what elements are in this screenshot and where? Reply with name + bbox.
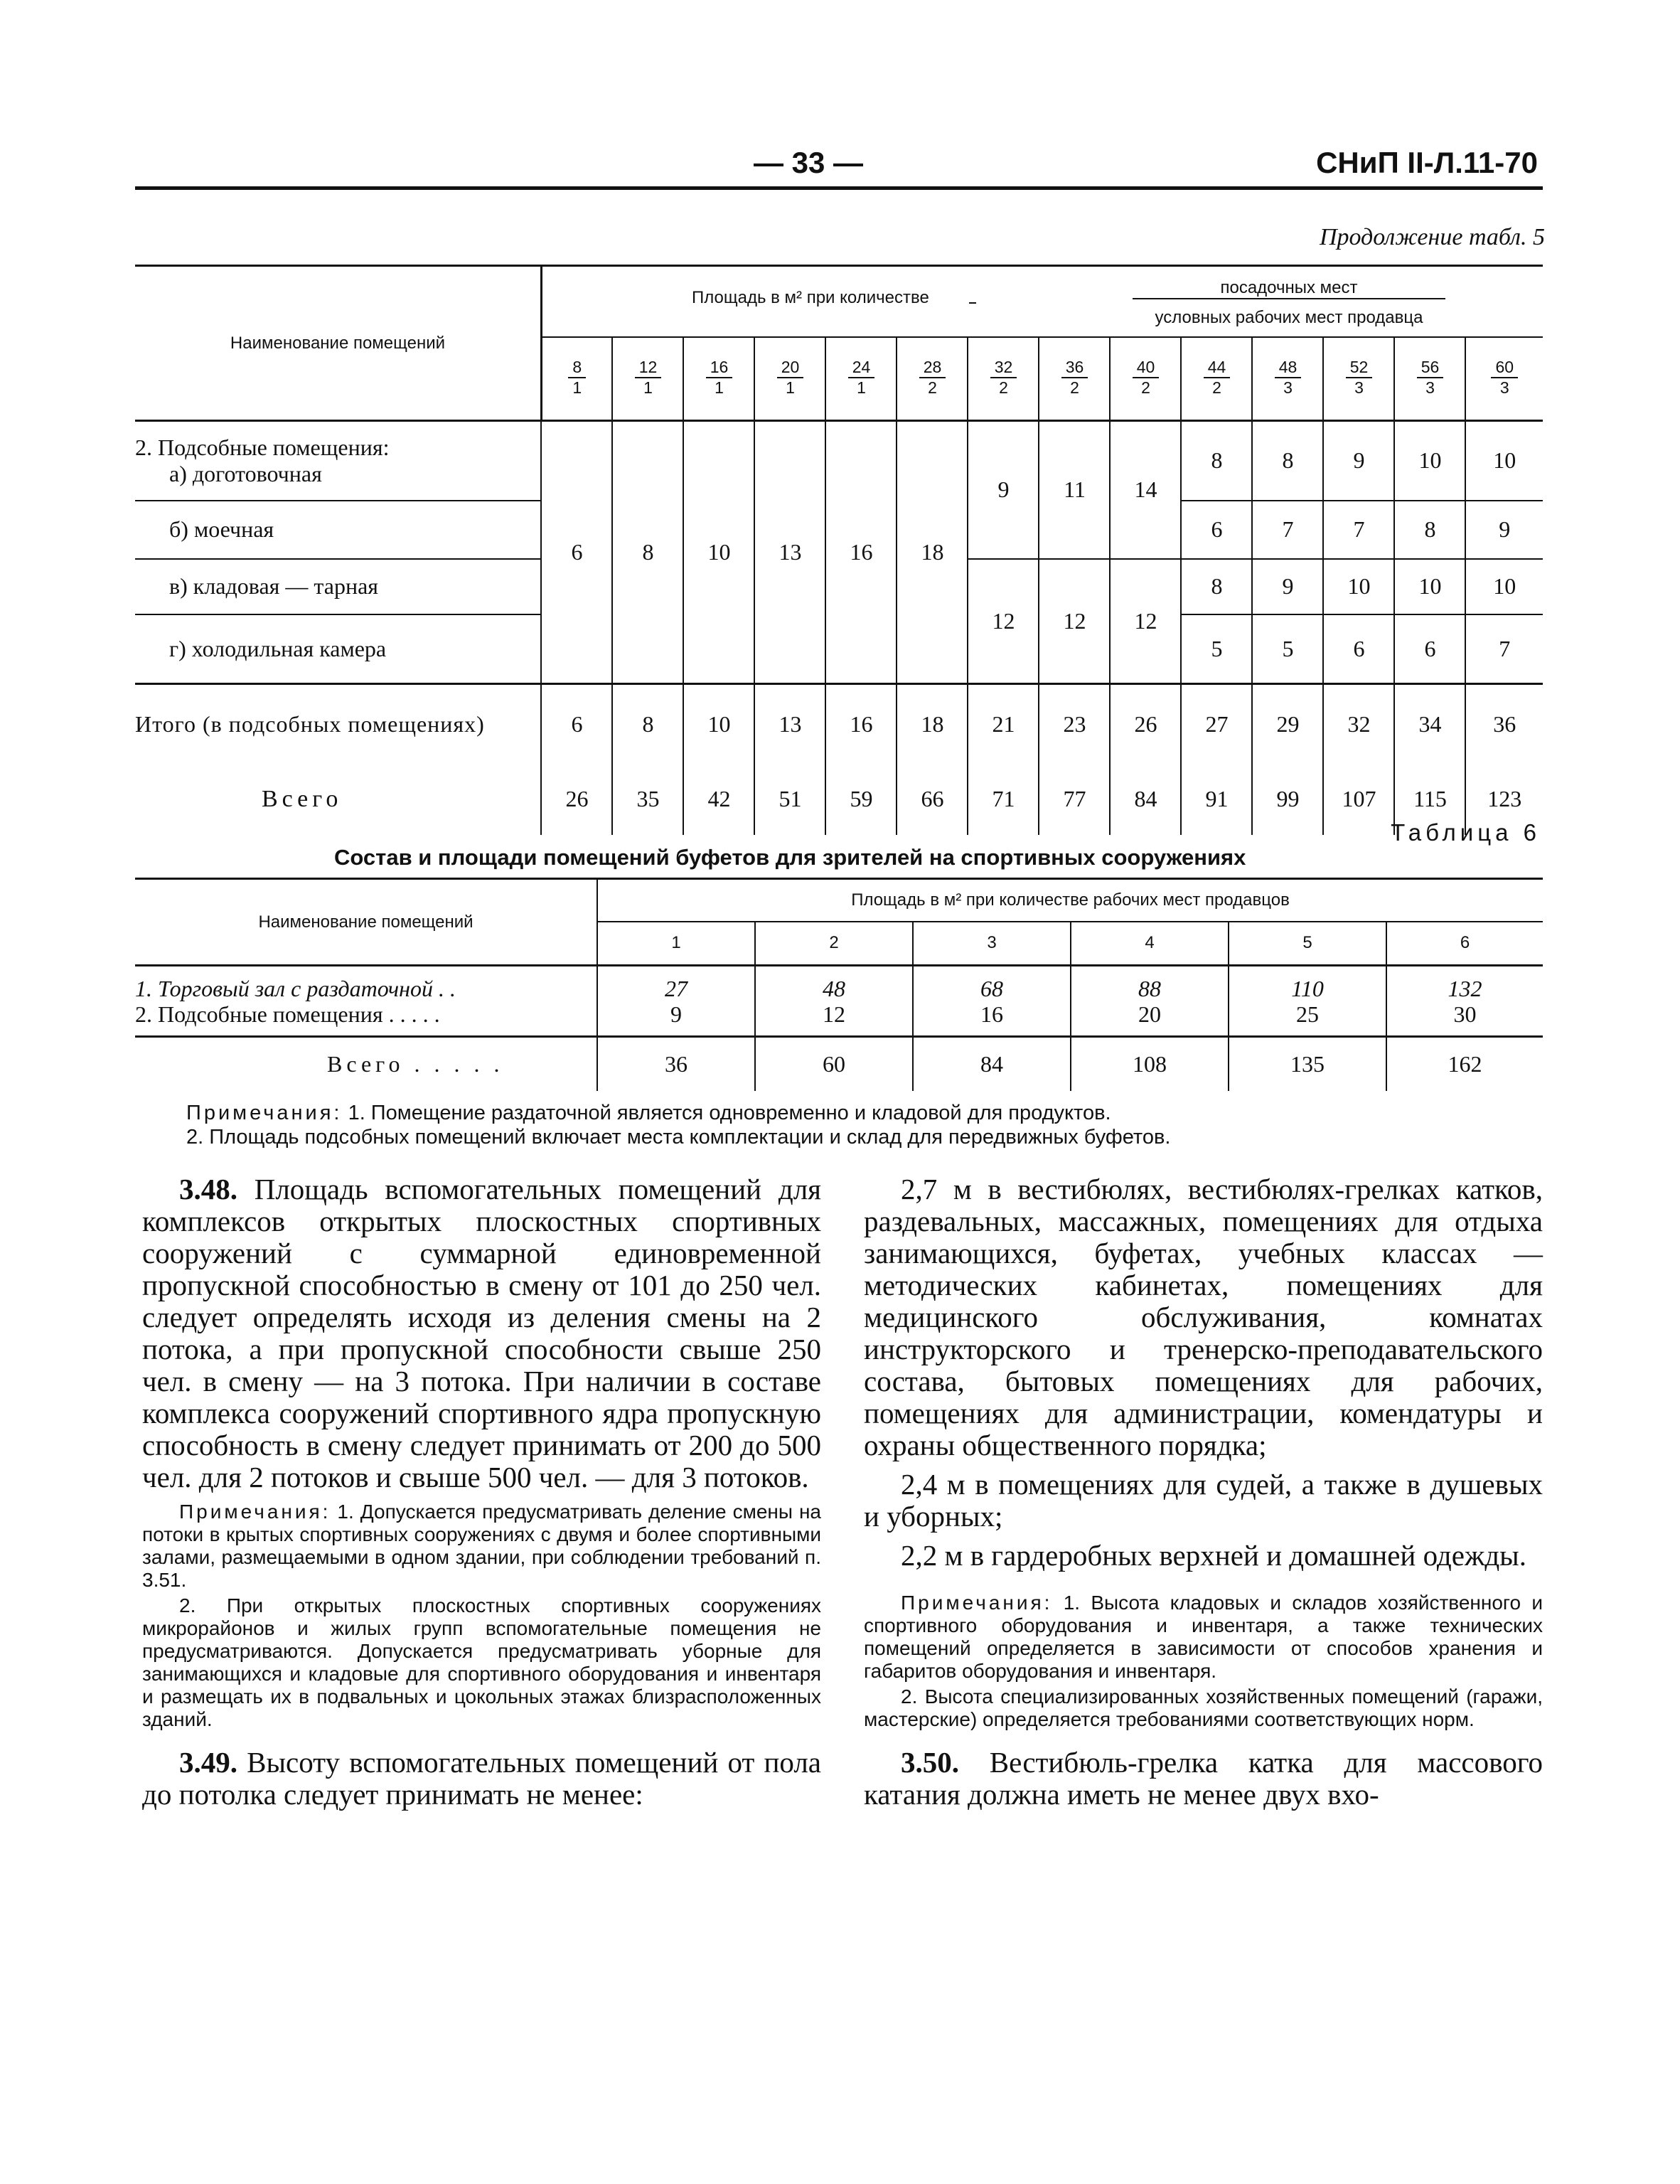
cell: 108 <box>1071 1037 1229 1091</box>
row-name: Итого (в подсобных помещениях) <box>135 684 541 764</box>
cell: 9 <box>1252 559 1323 614</box>
notes-3-48: Примечания: 1. Допускается предусматривать деление смены на потоки в крытых спортивных сооружениях с двумя и более спортивными залами, размещаемыми в одном здании, при соблюдении требований п. 3.51. <box>142 1501 821 1591</box>
col-frac: $\frac{8}{1}$ <box>568 358 586 398</box>
row-name: г) холодильная камера <box>169 635 387 661</box>
cell: 10 <box>1465 559 1543 614</box>
cell: 35 <box>612 764 683 835</box>
table-5 <box>135 265 1543 835</box>
cell: 7 <box>1465 614 1543 684</box>
cell: 132 30 <box>1386 966 1543 1037</box>
cell: 18 <box>897 421 968 684</box>
cell: 71 <box>968 764 1039 835</box>
cell: 66 <box>897 764 968 835</box>
cell: 8 <box>1394 501 1465 559</box>
cell: 88 20 <box>1071 966 1229 1037</box>
page-number: — 33 — <box>754 146 864 179</box>
notes-label: Примечания: <box>186 1102 343 1124</box>
cell: 6 <box>1323 614 1394 684</box>
cell: 123 <box>1465 764 1543 835</box>
table5-area-header <box>541 266 1543 337</box>
col-frac: $\frac{36}{2}$ <box>1061 358 1088 398</box>
table6-rows <box>135 966 1543 1037</box>
height-item-2: 2,4 м в помещениях для судей, а также в душевых и уборных; <box>864 1468 1543 1533</box>
cell: 110 25 <box>1229 966 1386 1037</box>
cell: 16 <box>825 421 897 684</box>
cell: 60 <box>755 1037 913 1091</box>
cell: 26 <box>541 764 612 835</box>
row-names: 1. Торговый зал с раздаточной . . 2. Подсобные помещения . . . . . <box>135 966 597 1037</box>
cell: 8 <box>1181 559 1252 614</box>
cell: 32 <box>1323 684 1394 764</box>
table5-row-a <box>135 421 1543 501</box>
cell: 51 <box>754 764 825 835</box>
cell: 6 <box>1394 614 1465 684</box>
col-frac: $\frac{28}{2}$ <box>919 358 946 398</box>
header-connector-line <box>969 302 976 304</box>
right-column <box>864 1173 1543 1818</box>
cell: 27 <box>1181 684 1252 764</box>
cell: 7 <box>1252 501 1323 559</box>
paragraph-3-48: 3.48. Площадь вспомогательных помещений для комплексов открытых плоскостных спортивных сооружений с суммарной единовременной пропускной способностью в смену от 101 до 250 чел. следует определять исходя из деления смены на 2 потока, а при пропускной способности свыше 250 чел. в смену — на 3 потока. При наличии в составе комплекса сооружений спортивного ядра пропускную способность в смену следует принимать от 200 до 500 чел. для 2 потоков и свыше 500 чел. — для 3 потоков. <box>142 1173 822 1493</box>
table6-name-header: Наименование помещений <box>135 879 597 966</box>
cell: 115 <box>1394 764 1465 835</box>
cell: 5 <box>1252 614 1323 684</box>
paragraph-3-50: 3.50. Вестибюль-грелка катка для массового катания должна иметь не менее двух вхо- <box>864 1746 1543 1811</box>
cell: 21 <box>968 684 1039 764</box>
col-header: 3 <box>913 922 1071 966</box>
col-header: 2 <box>755 922 913 966</box>
cell: 59 <box>825 764 897 835</box>
note-1: 1. Помещение раздаточной является одновременно и кладовой для продуктов. <box>348 1102 1111 1124</box>
col-frac: $\frac{56}{3}$ <box>1417 358 1444 398</box>
table6-number: Таблица 6 <box>1391 819 1541 846</box>
notes-right: Примечания: 1. Высота кладовых и складов хозяйственного и спортивного оборудования и инвентаря, а также технических помещений определяется в зависимости от способов хранения и габаритов оборудования и инвентаря. <box>864 1592 1543 1682</box>
cell: 84 <box>1110 764 1181 835</box>
cell: 10 <box>683 421 754 684</box>
cell: 10 <box>1465 421 1543 501</box>
cell: 6 <box>541 421 612 684</box>
col-header: 5 <box>1229 922 1386 966</box>
cell: 99 <box>1252 764 1323 835</box>
cell: 10 <box>1394 421 1465 501</box>
col-frac: $\frac{40}{2}$ <box>1133 358 1160 398</box>
cell: 91 <box>1181 764 1252 835</box>
col-header: 6 <box>1386 922 1543 966</box>
cell: 26 <box>1110 684 1181 764</box>
table6-area-header: Площадь в м² при количестве рабочих мест продавцов <box>597 879 1543 922</box>
cell: 135 <box>1229 1037 1386 1091</box>
cell: 13 <box>754 421 825 684</box>
cell: 9 <box>1323 421 1394 501</box>
cell: 11 <box>1039 421 1110 559</box>
table5-grand-row <box>135 764 1543 835</box>
cell: 77 <box>1039 764 1110 835</box>
col-frac: $\frac{60}{3}$ <box>1491 358 1518 398</box>
col-frac: $\frac{16}{1}$ <box>706 358 733 398</box>
table5-seats-header: посадочных мест <box>1133 278 1445 299</box>
col-frac: $\frac{20}{1}$ <box>777 358 804 398</box>
cell: 8 <box>612 684 683 764</box>
cell: 18 <box>897 684 968 764</box>
col-frac: $\frac{12}{1}$ <box>635 358 662 398</box>
col-frac: $\frac{32}{2}$ <box>990 358 1017 398</box>
note-2-3-48: 2. При открытых плоскостных спортивных сооружениях микрорайонов и жилых групп вспомогательные помещения не предусматриваются. Допускается предусматривать уборные для занимающихся и кладовые для спортивного оборудования и инвентаря и размещать их в подвальных и цокольных этажах близрасположенных зданий. <box>142 1594 821 1730</box>
cell: 9 <box>1465 501 1543 559</box>
cell: 7 <box>1323 501 1394 559</box>
cell: 48 12 <box>755 966 913 1037</box>
cell: 84 <box>913 1037 1071 1091</box>
col-header: 1 <box>597 922 755 966</box>
height-item-1: 2,7 м в вестибюлях, вестибюлях-грелках катков, раздевальных, массажных, помещениях для отдыха занимающихся, буфетах, учебных классах — методических кабинетах, помещениях для медицинского обслуживания, комнатах инструкторского и тренерско-преподавательского состава, бытовых помещениях для рабочих, помещениях для администрации, комендатуры и охраны общественного порядка; <box>864 1173 1543 1461</box>
col-frac: $\frac{44}{2}$ <box>1204 358 1231 398</box>
note-2: 2. Площадь подсобных помещений включает места комплектации и склад для передвижных буфетов. <box>186 1126 1171 1149</box>
cell: 9 <box>968 421 1039 559</box>
height-item-3: 2,2 м в гардеробных верхней и домашней одежды. <box>901 1539 1526 1572</box>
row-name: 2. Подсобные помещения: а) доготовочная <box>135 421 541 501</box>
cell: 36 <box>665 1050 687 1077</box>
cell: 162 <box>1386 1037 1543 1091</box>
row-name: Всего . . . . . <box>135 1037 597 1091</box>
cell: 68 16 <box>913 966 1071 1037</box>
table6-title: Состав и площади помещений буфетов для зрителей на спортивных сооружениях <box>334 845 1246 870</box>
cell: 107 <box>1323 764 1394 835</box>
table5-area-header-text: Площадь в м² при количестве <box>691 288 929 307</box>
header-rule <box>135 186 1543 190</box>
col-header: 4 <box>1071 922 1229 966</box>
cell: 10 <box>1394 559 1465 614</box>
cell: 13 <box>754 684 825 764</box>
cell: 10 <box>683 684 754 764</box>
cell: 5 <box>1181 614 1252 684</box>
row-name: в) кладовая — тарная <box>135 559 541 614</box>
left-column <box>142 1173 821 1818</box>
col-frac: $\frac{24}{1}$ <box>848 358 875 398</box>
cell: 23 <box>1039 684 1110 764</box>
cell: 6 <box>541 684 612 764</box>
cell: 27 9 <box>597 966 755 1037</box>
cell: 16 <box>825 684 897 764</box>
cell: 6 <box>1181 501 1252 559</box>
cell: 8 <box>612 421 683 684</box>
cell: 12 <box>1039 559 1110 684</box>
cell: 8 <box>1252 421 1323 501</box>
table5-total-row <box>135 684 1543 764</box>
table6-total-row <box>135 1037 1543 1091</box>
row-name: б) моечная <box>135 501 541 559</box>
note-2-right: 2. Высота специализированных хозяйственных помещений (гаражи, мастерские) определяется требованиями соответствующих норм. <box>864 1685 1543 1730</box>
cell: 12 <box>1110 559 1181 684</box>
cell: 8 <box>1181 421 1252 501</box>
table-6 <box>135 878 1543 1091</box>
cell: 42 <box>683 764 754 835</box>
cell: 36 <box>1465 684 1543 764</box>
cell: 12 <box>968 559 1039 684</box>
col-frac: $\frac{48}{3}$ <box>1275 358 1302 398</box>
cell: 10 <box>1323 559 1394 614</box>
table5-workers-header: условных рабочих мест продавца <box>1155 308 1423 327</box>
cell: 29 <box>1252 684 1323 764</box>
row-name: Всего <box>262 785 343 812</box>
document-code: СНиП II-Л.11-70 <box>1316 146 1538 179</box>
paragraph-3-49: 3.49. Высоту вспомогательных помещений от пола до потолка следует принимать не менее: <box>142 1746 821 1811</box>
table-continuation-note: Продолжение табл. 5 <box>1319 224 1545 250</box>
table6-notes <box>186 1101 1170 1149</box>
cell: 14 <box>1110 421 1181 559</box>
col-frac: $\frac{52}{3}$ <box>1346 358 1373 398</box>
cell: 34 <box>1394 684 1465 764</box>
table5-name-header: Наименование помещений <box>135 266 541 421</box>
